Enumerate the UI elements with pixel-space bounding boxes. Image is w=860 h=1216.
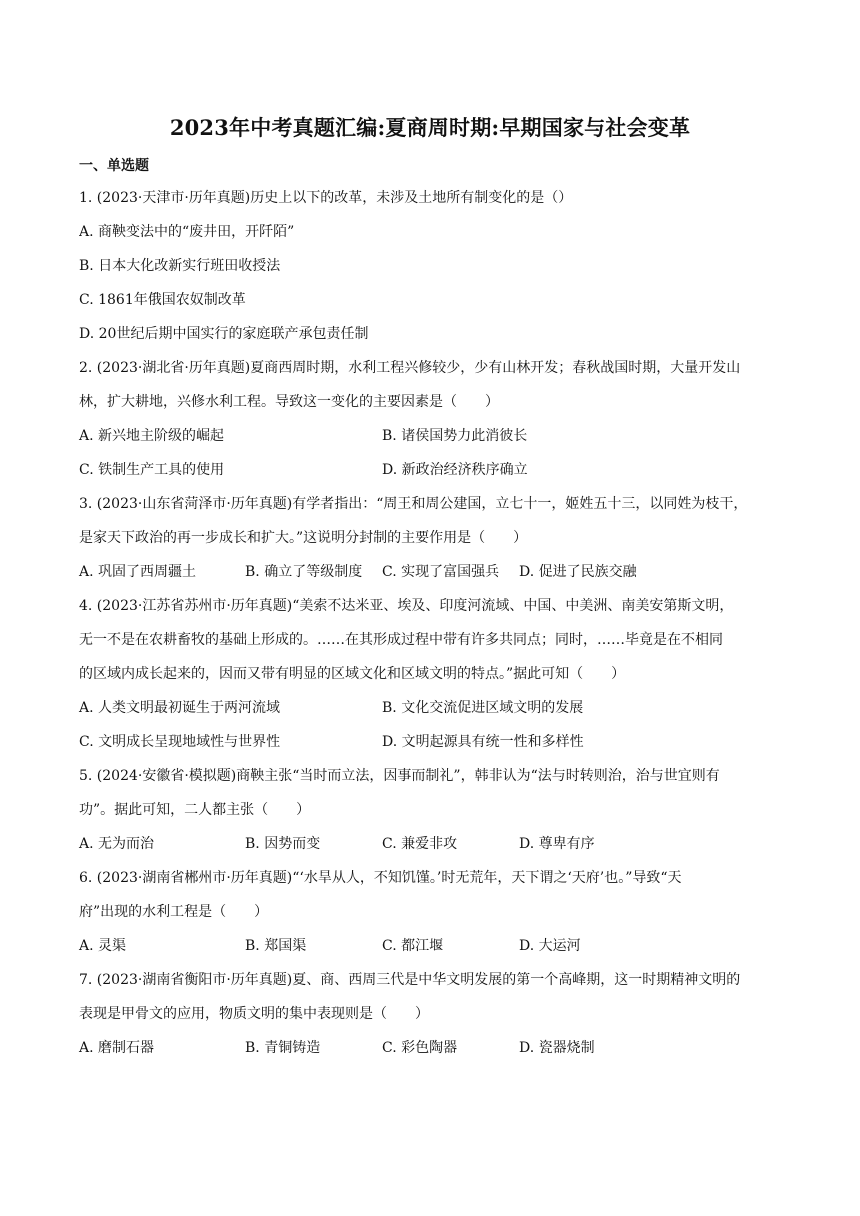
option-d: D. 文明起源具有统一性和多样性 — [382, 734, 584, 750]
question-stem-line: 2. (2023·湖北省·历年真题)夏商西周时期，水利工程兴修较少，少有山林开发；春秋战国时期，大量开发山 — [79, 360, 741, 376]
question-stem-line: 林，扩大耕地，兴修水利工程。导致这一变化的主要因素是（ ） — [79, 394, 499, 410]
option-b: B. 因势而变 — [245, 836, 321, 852]
option-a: A. 人类文明最初诞生于两河流域 — [79, 700, 281, 716]
option-d: D. 20世纪后期中国实行的家庭联产承包责任制 — [79, 326, 369, 342]
option-row — [79, 936, 784, 970]
option-row — [79, 460, 784, 494]
question-list — [79, 188, 784, 1072]
question-3 — [79, 494, 784, 596]
question-stem-line: 3. (2023·山东省菏泽市·历年真题)有学者指出：“周王和周公建国，立七十一，姬姓五十三，以同姓为枝干， — [79, 496, 748, 512]
document-title: 2023年中考真题汇编:夏商周时期:早期国家与社会变革 — [169, 115, 691, 140]
question-6 — [79, 868, 784, 970]
option-d: D. 大运河 — [519, 938, 581, 954]
option-a: A. 无为而治 — [79, 836, 155, 852]
option-b: B. 诸侯国势力此消彼长 — [382, 428, 528, 444]
option-c: C. 1861年俄国农奴制改革 — [79, 292, 246, 308]
option-b: B. 日本大化改新实行班田收授法 — [79, 258, 281, 274]
option-row — [79, 698, 784, 732]
question-stem-line: 4. (2023·江苏省苏州市·历年真题)“美索不达米亚、埃及、印度河流域、中国、中美洲、南美安第斯文明， — [79, 598, 734, 614]
question-stem-line: 是家天下政治的再一步成长和扩大。”这说明分封制的主要作用是（ ） — [79, 530, 528, 546]
option-a: A. 新兴地主阶级的崛起 — [79, 428, 225, 444]
question-stem-line: 表现是甲骨文的应用，物质文明的集中表现则是（ ） — [79, 1006, 429, 1022]
section-heading: 一、单选题 — [79, 158, 149, 174]
option-row — [79, 834, 784, 868]
question-1 — [79, 188, 784, 358]
option-row — [79, 732, 784, 766]
option-c: C. 铁制生产工具的使用 — [79, 462, 225, 478]
option-b: B. 郑国渠 — [245, 938, 307, 954]
question-5 — [79, 766, 784, 868]
question-stem-line: 功”。据此可知，二人都主张（ ） — [79, 802, 311, 818]
question-stem-line: 7. (2023·湖南省衡阳市·历年真题)夏、商、西周三代是中华文明发展的第一个高峰期，这一时期精神文明的 — [79, 972, 741, 988]
question-stem-line: 的区域内成长起来的，因而又带有明显的区域文化和区域文明的特点。”据此可知（ ） — [79, 666, 626, 682]
option-c: C. 都江堰 — [382, 938, 444, 954]
option-row — [79, 426, 784, 460]
option-c: C. 兼爱非攻 — [382, 836, 458, 852]
option-a: A. 磨制石器 — [79, 1040, 155, 1056]
question-stem-line: 府”出现的水利工程是（ ） — [79, 904, 269, 920]
question-stem-line: 6. (2023·湖南省郴州市·历年真题)“‘水旱从人，不知饥馑。’时无荒年，天下谓之‘天府’也。”导致“天 — [79, 870, 682, 886]
question-2 — [79, 358, 784, 494]
option-row — [79, 562, 784, 596]
question-stem-line: 5. (2024·安徽省·模拟题)商鞅主张“当时而立法，因事而制礼”，韩非认为“法与时转则治，治与世宜则有 — [79, 768, 720, 784]
question-7 — [79, 970, 784, 1072]
option-d: D. 促进了民族交融 — [519, 564, 637, 580]
option-a: A. 商鞅变法中的“废井田，开阡陌” — [79, 224, 295, 240]
option-b: B. 文化交流促进区域文明的发展 — [382, 700, 584, 716]
option-c: C. 彩色陶器 — [382, 1040, 458, 1056]
question-stem-line: 无一不是在农耕畜牧的基础上形成的。……在其形成过程中带有许多共同点；同时，……毕竟是在不相同 — [79, 632, 723, 648]
question-4 — [79, 596, 784, 766]
option-b: B. 青铜铸造 — [245, 1040, 321, 1056]
option-d: D. 尊卑有序 — [519, 836, 595, 852]
question-stem-line: 1. (2023·天津市·历年真题)历史上以下的改革，未涉及土地所有制变化的是（） — [79, 190, 573, 206]
option-d: D. 新政治经济秩序确立 — [382, 462, 528, 478]
option-a: A. 巩固了西周疆土 — [79, 564, 197, 580]
option-c: C. 文明成长呈现地域性与世界性 — [79, 734, 281, 750]
option-b: B. 确立了等级制度 — [245, 564, 363, 580]
option-a: A. 灵渠 — [79, 938, 127, 954]
option-d: D. 瓷器烧制 — [519, 1040, 595, 1056]
option-row — [79, 1038, 784, 1072]
option-c: C. 实现了富国强兵 — [382, 564, 500, 580]
